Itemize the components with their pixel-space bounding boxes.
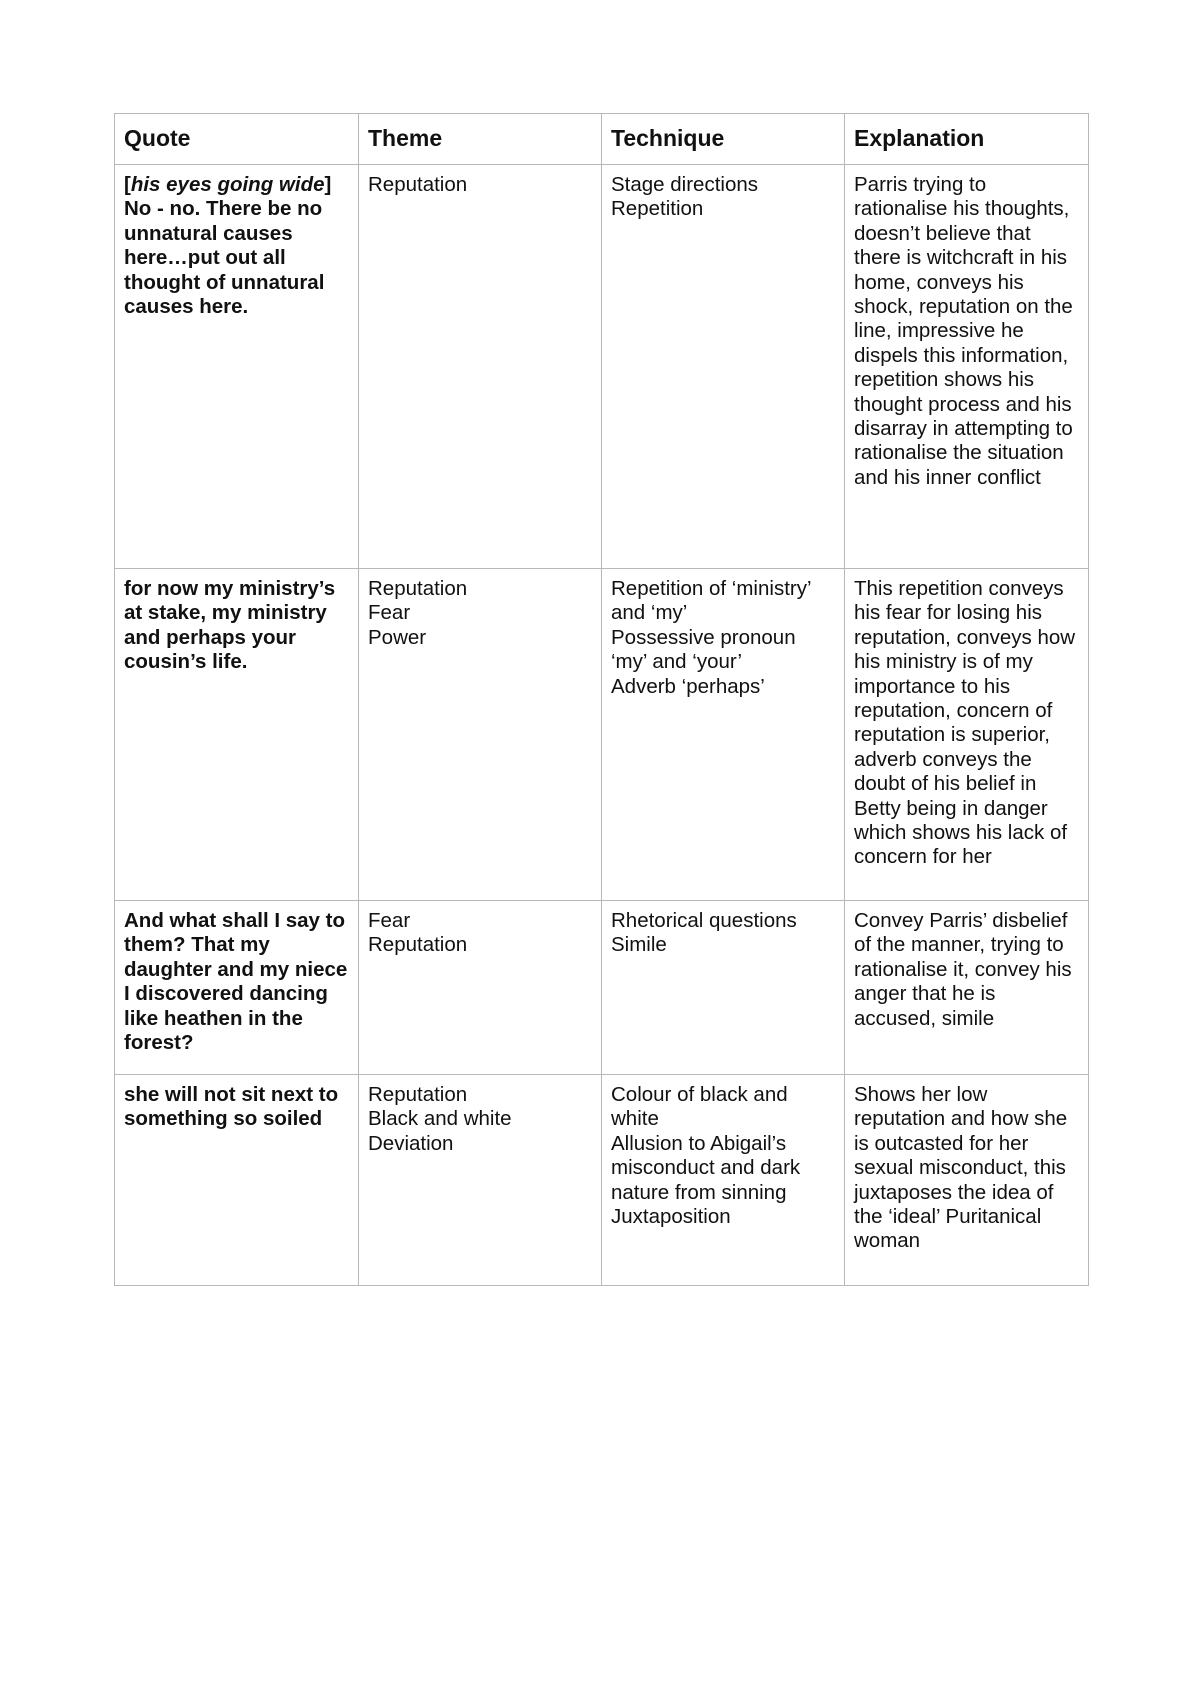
theme-item: Reputation	[368, 1083, 468, 1106]
header-row	[115, 114, 1089, 165]
quote-cell: And what shall I say to them? That my daughter and my niece I discovered dancing like heathen in the forest?	[115, 901, 359, 1075]
technique-cell	[602, 1075, 845, 1286]
theme-item: Reputation	[368, 173, 468, 196]
table-row	[115, 569, 1089, 901]
technique-item: Repetition	[611, 197, 704, 221]
explanation-cell: Shows her low reputation and how she is outcasted for her sexual misconduct, this juxtaposes the idea of the ‘ideal’ Puritanical woman	[845, 1075, 1089, 1286]
header-technique: Technique	[602, 114, 845, 165]
explanation-cell: Parris trying to rationalise his thoughts, doesn’t believe that there is witchcraft in his home, conveys his shock, reputation on the line, impressive he dispels this information, repetition shows his thought process and his disarray in attempting to rationalise the situation and his inner conflict	[845, 165, 1089, 569]
technique-item: Possessive pronoun ‘my’ and ‘your’	[611, 625, 796, 674]
header-theme: Theme	[359, 114, 602, 165]
technique-cell	[602, 901, 845, 1075]
theme-item: Fear	[368, 909, 411, 932]
technique-item: Adverb ‘perhaps’	[611, 674, 765, 698]
table-row	[115, 901, 1089, 1075]
technique-cell	[602, 569, 845, 901]
theme-item: Deviation	[368, 1131, 454, 1155]
theme-cell	[359, 165, 602, 569]
theme-item: Fear	[368, 601, 411, 625]
explanation-cell: Convey Parris’ disbelief of the manner, trying to rationalise it, convey his anger that he is accused, simile	[845, 901, 1089, 1075]
theme-cell	[359, 569, 602, 901]
theme-cell	[359, 901, 602, 1075]
theme-item: Power	[368, 625, 427, 649]
quote-cell: for now my ministry’s at stake, my ministry and perhaps your cousin’s life.	[115, 569, 359, 901]
technique-cell	[602, 165, 845, 569]
quote-text: No - no. There be no unnatural causes here…put out all thought of unnatural causes here.	[124, 197, 325, 319]
technique-item: Juxtaposition	[611, 1205, 731, 1229]
technique-item: Rhetorical questions	[611, 909, 797, 932]
stage-direction: his eyes going wide	[130, 173, 325, 196]
table-row	[115, 165, 1089, 569]
technique-item: Simile	[611, 933, 667, 957]
technique-item: Allusion to Abigail’s misconduct and dark nature from sinning	[611, 1131, 801, 1204]
quote-cell: [his eyes going wide] No - no. There be no unnatural causes here…put out all thought of unnatural causes here.	[115, 165, 359, 569]
header-explanation: Explanation	[845, 114, 1089, 165]
quote-cell: she will not sit next to something so soiled	[115, 1075, 359, 1286]
table-row	[115, 1075, 1089, 1286]
header-quote: Quote	[115, 114, 359, 165]
technique-item: Repetition of ‘ministry’ and ‘my’	[611, 577, 811, 625]
theme-cell	[359, 1075, 602, 1286]
theme-item: Black and white	[368, 1107, 512, 1131]
theme-item: Reputation	[368, 577, 468, 600]
analysis-table	[114, 113, 1089, 1286]
theme-item: Reputation	[368, 933, 468, 957]
explanation-cell: This repetition conveys his fear for losing his reputation, conveys how his ministry is of my importance to his reputation, concern of reputation is superior, adverb conveys the doubt of his belief in Betty being in danger which shows his lack of concern for her	[845, 569, 1089, 901]
technique-item: Colour of black and white	[611, 1083, 788, 1131]
technique-item: Stage directions	[611, 173, 759, 196]
